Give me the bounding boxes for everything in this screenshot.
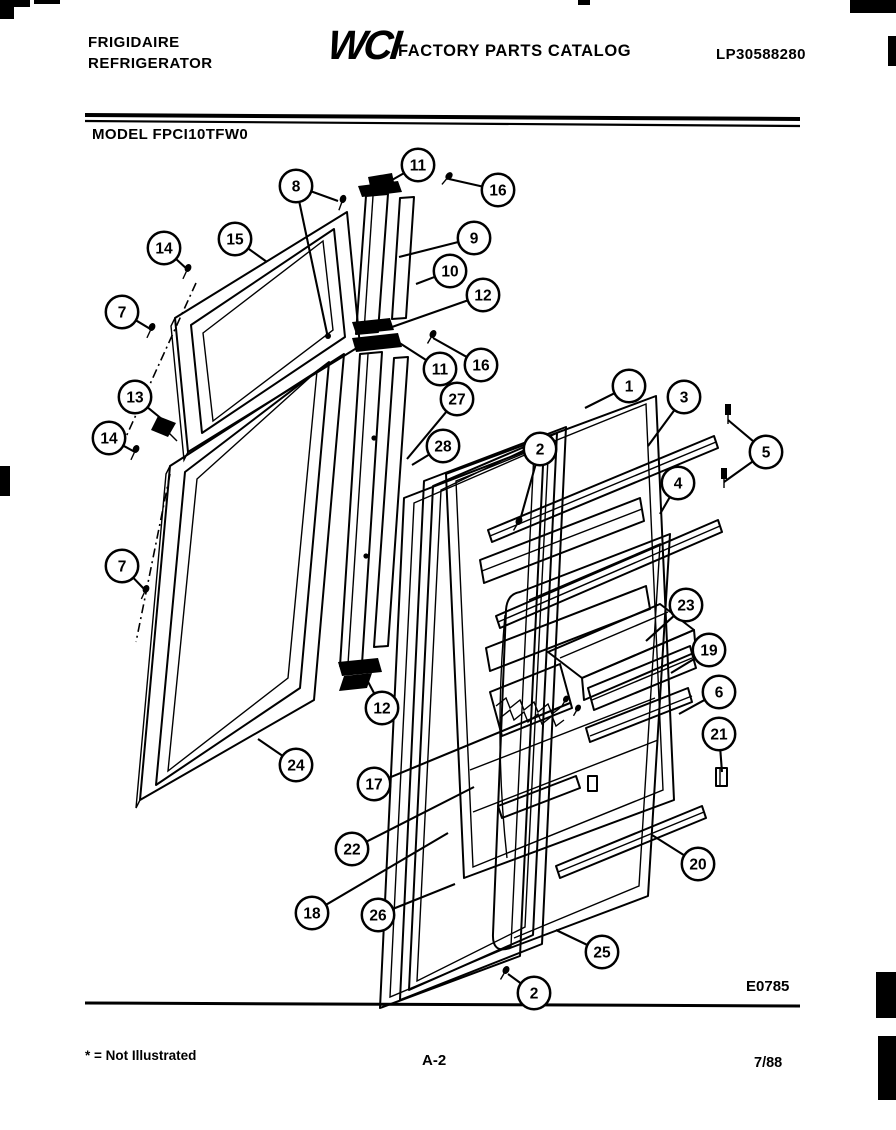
callout-leader [449,179,482,187]
callout-number: 13 [126,389,144,407]
callout-number: 24 [287,757,305,775]
door-retainer-frame [380,441,545,1008]
callout-leader [416,277,435,284]
callout-leader [508,974,521,983]
callout-number: 11 [409,157,427,175]
callout-leader [648,410,674,446]
callout-21 [703,718,735,772]
callout-6 [679,676,735,714]
callout-leader [412,455,429,466]
hinge-axis-lines [117,283,196,642]
callout-number: 8 [291,178,301,196]
callout-25 [556,930,618,968]
callout-number: 20 [689,856,707,874]
callout-number: 6 [714,684,724,702]
callout-leader [585,393,615,408]
callout-13 [119,381,163,420]
callout-15 [219,223,267,262]
figure-code: E0785 [746,978,790,995]
callout-number: 19 [700,642,718,660]
callout-19 [671,634,725,673]
catalog-title: FACTORY PARTS CATALOG [398,42,632,60]
mullion-strip-upper [356,173,414,334]
brand-line2: REFRIGERATOR [88,55,213,72]
page-number: A-2 [422,1052,447,1069]
callout-14 [148,232,188,270]
brand-line1: FRIGIDAIRE [88,34,180,51]
callout-16 [449,174,514,206]
callout-28 [412,430,459,465]
callout-leader [248,249,267,263]
callout-number: 14 [100,430,118,448]
callout-number: 25 [593,944,611,962]
callout-7 [106,550,146,591]
callout-number: 3 [679,389,689,407]
callout-number: 28 [434,438,452,456]
callout-8 [280,170,338,338]
callout-number: 4 [673,475,683,493]
wci-logo: WCI [325,22,402,68]
callout-number: 12 [373,700,391,718]
callout-leader [556,930,587,945]
publication-number: LP30588280 [716,46,806,63]
callout-number: 16 [472,357,490,375]
callout-leader [176,259,188,270]
shelf-clip [588,768,727,791]
callout-number: 16 [489,182,507,200]
callout-number: 27 [448,391,466,409]
callout-22 [336,787,474,865]
callout-leader [311,191,338,201]
footnote-not-illustrated: * = Not Illustrated [85,1048,197,1063]
callout-24 [258,739,312,781]
callout-leader [652,835,684,855]
callout-number: 26 [369,907,387,925]
callout-leader [519,465,536,524]
callout-leader [392,300,468,327]
callout-leader [393,884,455,909]
callout-number: 12 [474,287,492,305]
callout-number: 7 [117,304,127,322]
callout-26 [362,884,455,931]
callout-number: 9 [469,230,479,248]
callout-4 [660,467,694,514]
freezer-door-frame [171,212,360,460]
callout-number: 15 [226,231,244,249]
callout-number: 18 [303,905,321,923]
callout-12 [366,678,398,724]
callout-14 [93,422,135,454]
date-code: 7/88 [754,1055,783,1071]
callout-leader [299,202,328,338]
callout-number: 2 [529,985,539,1003]
callout-number: 10 [441,263,459,281]
callout-number: 17 [365,776,383,794]
callout-1 [585,370,645,408]
header-rule [85,115,800,126]
door-liner [493,534,670,949]
callout-10 [416,255,466,287]
callout-20 [652,835,714,880]
callout-number: 5 [761,444,771,462]
callout-leader [133,578,146,591]
callout-leader [148,407,164,420]
callout-number: 23 [677,597,695,615]
callout-leader [728,420,754,442]
callout-number: 7 [117,558,127,576]
callout-11 [385,149,434,184]
callout-number: 21 [710,726,728,744]
model-number: MODEL FPCI10TFW0 [92,126,249,143]
shelf-screws [721,404,731,488]
callout-leader [724,461,753,482]
callout-number: 2 [535,441,545,459]
footer-rule [85,1003,800,1006]
callout-layer [93,149,782,1009]
callout-number: 22 [343,841,361,859]
callout-7 [106,296,152,330]
callout-leader [258,739,283,756]
callout-number: 11 [431,361,449,379]
hinge-bracket [151,416,177,441]
callout-number: 1 [624,378,634,396]
callout-number: 14 [155,240,173,258]
callout-5 [724,420,782,482]
